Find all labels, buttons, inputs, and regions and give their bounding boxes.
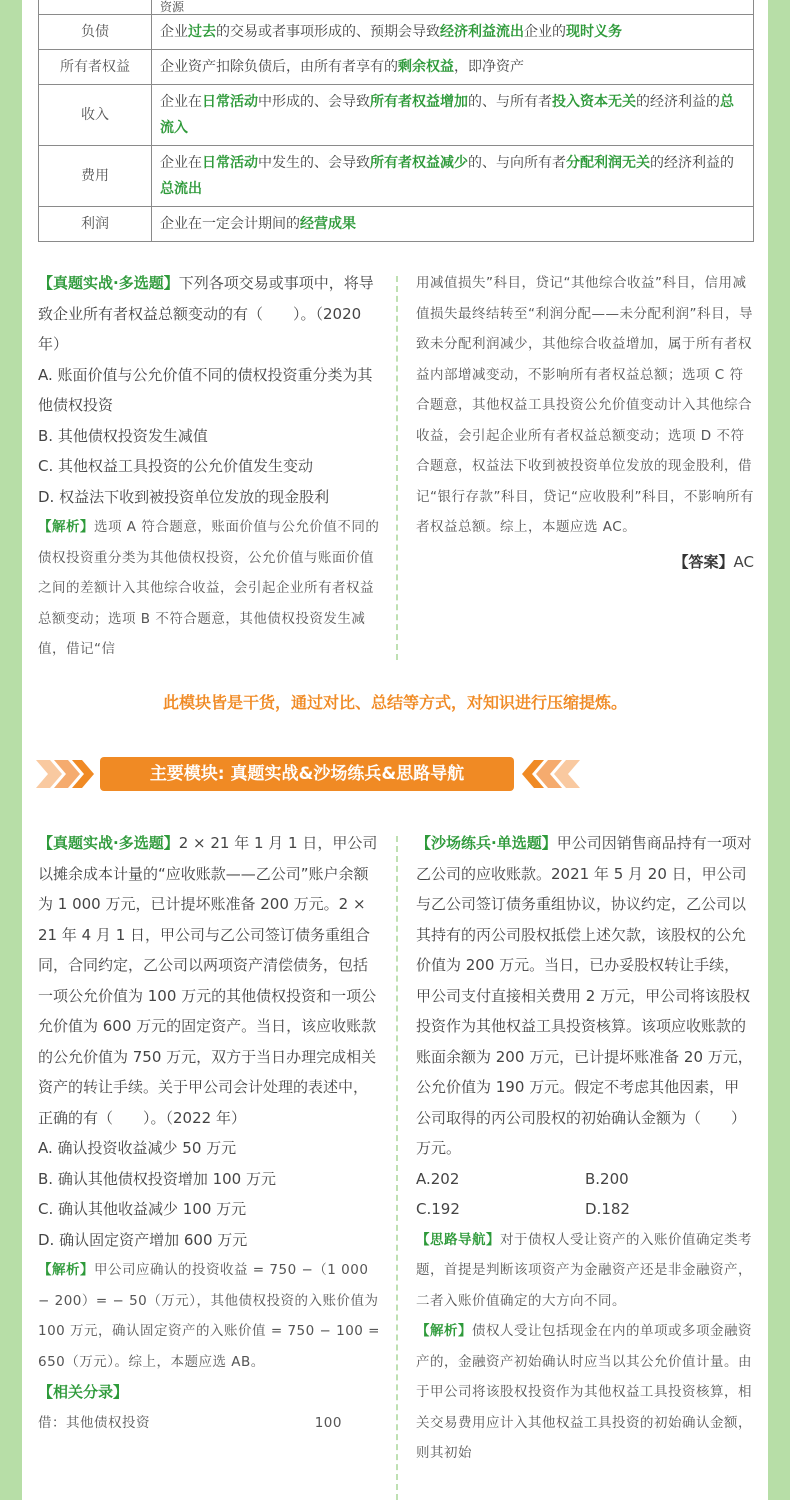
q1-answer-tag: 【答案】	[673, 552, 734, 571]
table-definition	[152, 15, 754, 50]
highlight-term: 剩余权益	[398, 59, 454, 75]
q3-guide: 【思路导航】对于债权人受让资产的入账价值确定类考题，首提是判断该项资产为金融资产还是非金融资产，二者入账价值确定的大方向不同。	[416, 1231, 752, 1309]
definition-text: 的经济利益的	[650, 155, 734, 171]
q1-explanation-right: 用减值损失”科目，贷记“其他综合收益”科目，信用减值损失最终结转至“利润分配——未分配利润”科目，导致未分配利润减少，其他综合收益增加，属于所有者权益内部增减变动，不影响所有者权益总额；选项 C 符合题意，其他权益工具投资公允价值变动计入其他综合收益，会引起企业所有者权益总额变动；选项 D 不符合题意，权益法下收到被投资单位发放的现金股利，借记“银行存款”科目，贷记“应收股利”科目，不影响所有者权益总额。综上，本题应选 AC。	[416, 275, 754, 535]
q2-option-a: A. 确认投资收益减少 50 万元	[38, 1139, 237, 1157]
table-term: 利润	[39, 207, 152, 242]
q2-explanation: 【解析】甲公司应确认的投资收益 = 750 −（1 000 − 200）= − 50（万元），其他债权投资的入账价值为 100 万元，确认固定资产的入账价值 = 750 − 100 = 650（万元）。综上，本题应选 AB。	[38, 1262, 380, 1370]
definition-text: 企业资产扣除负债后，由所有者享有的	[160, 59, 398, 75]
table-row	[39, 15, 754, 50]
highlight-term: 投入资本无关	[552, 94, 636, 110]
column-divider-2	[396, 836, 398, 1500]
q1-left-column	[38, 268, 382, 665]
highlight-term: 总流出	[160, 181, 202, 197]
definition-text: 企业的	[524, 24, 566, 40]
q1-explanation-left: 【解析】选项 A 符合题意，账面价值与公允价值不同的债权投资重分类为其他债权投资，公允价值与账面价值之间的差额计入其他综合收益，会引起企业所有者权益总额变动；选项 B 不符合题意，其他债权投资发生减值，借记“信	[38, 519, 380, 657]
q3-question	[416, 828, 754, 1164]
definition-text: 企业	[160, 24, 188, 40]
table-term: 费用	[39, 146, 152, 207]
table-row	[39, 50, 754, 85]
q1-option-d: D. 权益法下收到被投资单位发放的现金股利	[38, 487, 330, 506]
q1-question	[38, 268, 382, 360]
definition-table	[38, 0, 754, 242]
highlight-term: 日常活动	[202, 155, 258, 171]
q2-journal-entry	[38, 1408, 382, 1439]
definition-text: 的、与所有者	[468, 94, 552, 110]
q1-right-column	[416, 268, 754, 577]
definition-text: 的经济利益的	[636, 94, 720, 110]
q1-expl-tag: 【解析】	[38, 519, 94, 535]
definition-text: 企业在一定会计期间的	[160, 216, 300, 232]
table-top-cut: 资源	[152, 0, 754, 15]
q3-right-column	[416, 828, 754, 1469]
q3-stem: 甲公司因销售商品持有一项对乙公司的应收账款。2021 年 5 月 20 日，甲公司与乙公司签订债务重组协议，协议约定，乙公司以其持有的丙公司股权抵偿上述欠款，该股权的公允价值为 200 万元。当日，已办妥股权转让手续，甲公司支付直接相关费用 2 万元，甲公司将该股权投资作为其他权益工具投资核算。该项应收账款的账面余额为 200 万元，已计提坏账准备 20 万元，公允价值为 190 万元。假定不考虑其他因素，甲公司取得的丙公司股权的初始确认金额为（ ）万元。	[416, 834, 753, 1157]
definition-text: 中形成的、会导致	[258, 94, 370, 110]
definition-text: 的交易或者事项形成的、预期会导致	[216, 24, 440, 40]
page	[22, 0, 768, 1500]
q2-expl-tag: 【解析】	[38, 1262, 94, 1278]
q1-tag: 【真题实战·多选题】	[38, 274, 179, 292]
q3-option-b: B.200	[585, 1169, 629, 1188]
q2-related-entries-title: 【相关分录】	[38, 1383, 129, 1401]
q3-option-c: C.192	[416, 1200, 460, 1218]
definition-text: 企业在	[160, 155, 202, 171]
highlight-term: 经营成果	[300, 216, 356, 232]
q3-option-a: A.202	[416, 1169, 460, 1188]
q3-options-row-1	[416, 1164, 754, 1195]
table-term: 负债	[39, 15, 152, 50]
chevron-left-icon	[522, 760, 580, 788]
definition-text: 中发生的、会导致	[258, 155, 370, 171]
q2-option-b: B. 确认其他债权投资增加 100 万元	[38, 1169, 276, 1188]
highlight-term: 所有者权益减少	[370, 155, 468, 171]
q3-option-d: D.182	[585, 1200, 630, 1218]
table-definition	[152, 146, 754, 207]
definition-text: 企业在	[160, 94, 202, 110]
q3-guide-tag: 【思路导航】	[416, 1231, 500, 1248]
highlight-term: 经济利益流出	[440, 24, 524, 40]
q2-stem: 2 × 21 年 1 月 1 日，甲公司以摊余成本计量的“应收账款——乙公司”账户余额为 1 000 万元，已计提坏账准备 200 万元。2 × 21 年 4 月 1 日，甲公司与乙公司签订债务重组合同，合同约定，乙公司以两项资产清偿债务，包括一项公允价值为 100 万元的其他债权投资和一项公允价值为 600 万元的固定资产。当日，该应收账款的公允价值为 750 万元，双方于当日办理完成相关资产的转让手续。关于甲公司会计处理的表述中，正确的有（ ）。（2022 年）	[38, 834, 378, 1127]
banner-title: 主要模块: 真题实战&沙场练兵&思路导航	[100, 757, 514, 791]
q2-tag: 【真题实战·多选题】	[38, 834, 179, 852]
column-divider	[396, 276, 398, 660]
entry-amount: 100	[314, 1414, 342, 1431]
table-definition	[152, 85, 754, 146]
q1-option-c: C. 其他权益工具投资的公允价值发生变动	[38, 457, 314, 475]
q2-option-c: C. 确认其他收益减少 100 万元	[38, 1200, 247, 1218]
highlight-term: 分配利润无关	[566, 155, 650, 171]
q3-tag: 【沙场练兵·单选题】	[416, 834, 557, 852]
highlight-term: 总流入	[160, 94, 734, 136]
table-row	[39, 0, 754, 15]
highlight-term: 日常活动	[202, 94, 258, 110]
q2-question	[38, 828, 382, 1133]
q3-options-row-2	[416, 1194, 754, 1225]
definition-text: ，即净资产	[454, 59, 524, 75]
highlight-term: 现时义务	[566, 24, 622, 40]
q3-explanation: 【解析】债权人受让包括现金在内的单项或多项金融资产的，金融资产初始确认时应当以其公允价值计量。由于甲公司将该股权投资作为其他权益工具投资核算，相关交易费用应计入其他权益工具投资的初始确认金额，则其初始	[416, 1323, 752, 1461]
q1-answer	[416, 547, 754, 578]
table-row	[39, 207, 754, 242]
table-row	[39, 85, 754, 146]
q3-expl-tag: 【解析】	[416, 1323, 472, 1339]
module-banner	[22, 756, 768, 792]
table-term: 所有者权益	[39, 50, 152, 85]
q2-option-d: D. 确认固定资产增加 600 万元	[38, 1230, 248, 1249]
entry-account: 借：其他债权投资	[38, 1414, 150, 1431]
q1-stem: 下列各项交易或事项中，将导致企业所有者权益总额变动的有（ ）。（2020 年）	[38, 274, 374, 353]
module-slogan: 此模块皆是干货，通过对比、总结等方式，对知识进行压缩提炼。	[162, 693, 627, 712]
q1-option-b: B. 其他债权投资发生减值	[38, 426, 208, 445]
q1-option-a: A. 账面价值与公允价值不同的债权投资重分类为其他债权投资	[38, 365, 373, 414]
highlight-term: 所有者权益增加	[370, 94, 468, 110]
table-definition	[152, 50, 754, 85]
table-definition	[152, 207, 754, 242]
table-term: 收入	[39, 85, 152, 146]
q1-answer-value: AC	[733, 552, 754, 571]
highlight-term: 过去	[188, 24, 216, 40]
table-row	[39, 146, 754, 207]
q2-left-column	[38, 828, 382, 1438]
chevron-right-icon	[36, 760, 94, 788]
definition-text: 的、与向所有者	[468, 155, 566, 171]
